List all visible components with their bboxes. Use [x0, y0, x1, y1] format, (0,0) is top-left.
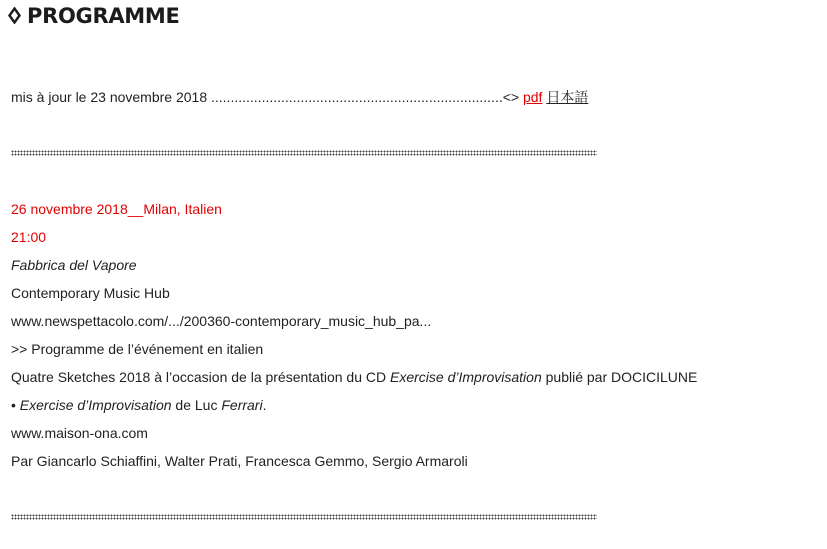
work-by: de Luc [171, 397, 222, 413]
event-time: 21:00 [11, 229, 47, 245]
update-text: mis à jour le 23 novembre 2018 ........................................................................... [11, 89, 503, 105]
event-description [11, 368, 697, 386]
event-url-link[interactable]: www.newspettacolo.com/.../200360-contemporary_music_hub_pa... [11, 313, 432, 329]
event-name: Contemporary Music Hub [11, 285, 170, 301]
label-url-link[interactable]: www.maison-ona.com [11, 425, 148, 441]
event-venue-text: Fabbrica del Vapore [11, 257, 137, 273]
work-line [11, 396, 266, 414]
update-arrows: <> [502, 89, 520, 105]
event-venue [11, 256, 137, 274]
dotted-divider-top [11, 150, 597, 156]
program-italian-link[interactable]: >> Programme de l’événement en italien [11, 341, 264, 357]
page-title [8, 4, 180, 28]
pdf-link[interactable]: pdf [522, 89, 543, 105]
event-date-place: 26 novembre 2018__Milan, Italien [11, 201, 222, 217]
bullet: • [11, 397, 20, 413]
work-title: Exercise d’Improvisation [19, 397, 172, 413]
work-end: . [262, 397, 267, 413]
dotted-divider-bottom [11, 514, 597, 520]
performers: Par Giancarlo Schiaffini, Walter Prati, Francesca Gemmo, Sergio Armaroli [11, 453, 468, 469]
event-url-line [11, 312, 431, 330]
work-composer: Ferrari [221, 397, 263, 413]
desc-cd-title: Exercise d’Improvisation [390, 369, 542, 385]
japanese-link[interactable]: 日本語 [546, 89, 589, 105]
update-line [11, 88, 588, 106]
desc-prefix: Quatre Sketches 2018 à l’occasion de la présentation du CD [11, 369, 391, 385]
program-link-line [11, 340, 263, 358]
page-title-text: PROGRAMME [27, 4, 180, 28]
label-url-line [11, 424, 148, 442]
desc-suffix: publié par DOCICILUNE [541, 369, 698, 385]
diamond-outline-icon [8, 4, 21, 28]
